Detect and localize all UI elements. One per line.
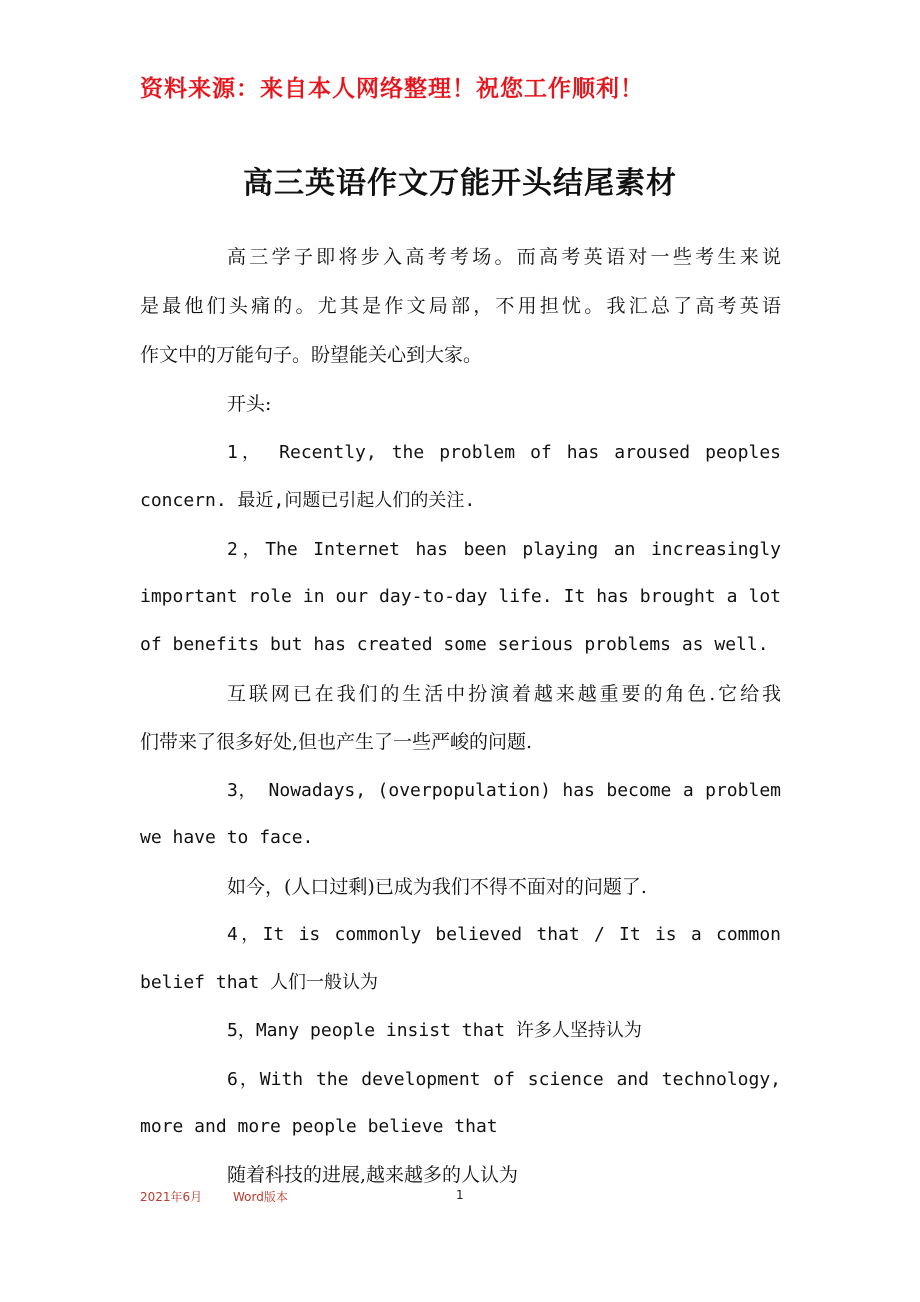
source-banner: 资料来源：来自本人网络整理！祝您工作顺利！: [140, 76, 644, 102]
footer-page-number: 1: [456, 1188, 464, 1202]
item-4-line-1: 4，It is commonly believed that / It is a common: [227, 924, 781, 945]
item-3-line-2: we have to face.: [140, 827, 314, 848]
footer-date: 2021年6月: [140, 1190, 203, 1204]
item-5-line-1: 5，Many people insist that 许多人坚持认为: [227, 1020, 642, 1041]
intro-line-1: 高三学子即将步入高考考场。而高考英语对一些考生来说: [227, 246, 781, 268]
intro-line-3: 作文中的万能句子。盼望能关心到大家。: [140, 344, 483, 366]
document-title: 高三英语作文万能开头结尾素材: [243, 166, 677, 201]
item-2-line-3: of benefits but has created some serious problems as well.: [140, 634, 769, 655]
item-2-line-4: 互联网已在我们的生活中扮演着越来越重要的角色.它给我: [227, 683, 781, 705]
item-2-line-1: 2，The Internet has been playing an increasingly: [227, 539, 781, 560]
footer-version: Word版本: [233, 1190, 288, 1204]
item-1-line-1: 1， Recently, the problem of has aroused peoples: [227, 442, 781, 463]
item-4-line-2: belief that 人们一般认为: [140, 972, 379, 993]
item-1-line-2: concern. 最近,问题已引起人们的关注.: [140, 490, 476, 511]
intro-line-2: 是最他们头痛的。尤其是作文局部，不用担忧。我汇总了高考英语: [140, 295, 781, 317]
item-6-line-1: 6，With the development of science and technology,: [227, 1069, 781, 1090]
section-label: 开头:: [227, 393, 272, 415]
item-2-line-2: important role in our day-to-day life. It has brought a lot: [140, 586, 781, 607]
item-3-line-3: 如今，(人口过剩)已成为我们不得不面对的问题了.: [227, 876, 647, 898]
item-6-line-3: 随着科技的进展,越来越多的人认为: [227, 1164, 519, 1186]
item-2-line-5: 们带来了很多好处,但也产生了一些严峻的问题.: [140, 731, 533, 753]
item-3-line-1: 3， Nowadays, (overpopulation) has become a problem: [227, 780, 781, 801]
item-6-line-2: more and more people believe that: [140, 1116, 498, 1137]
